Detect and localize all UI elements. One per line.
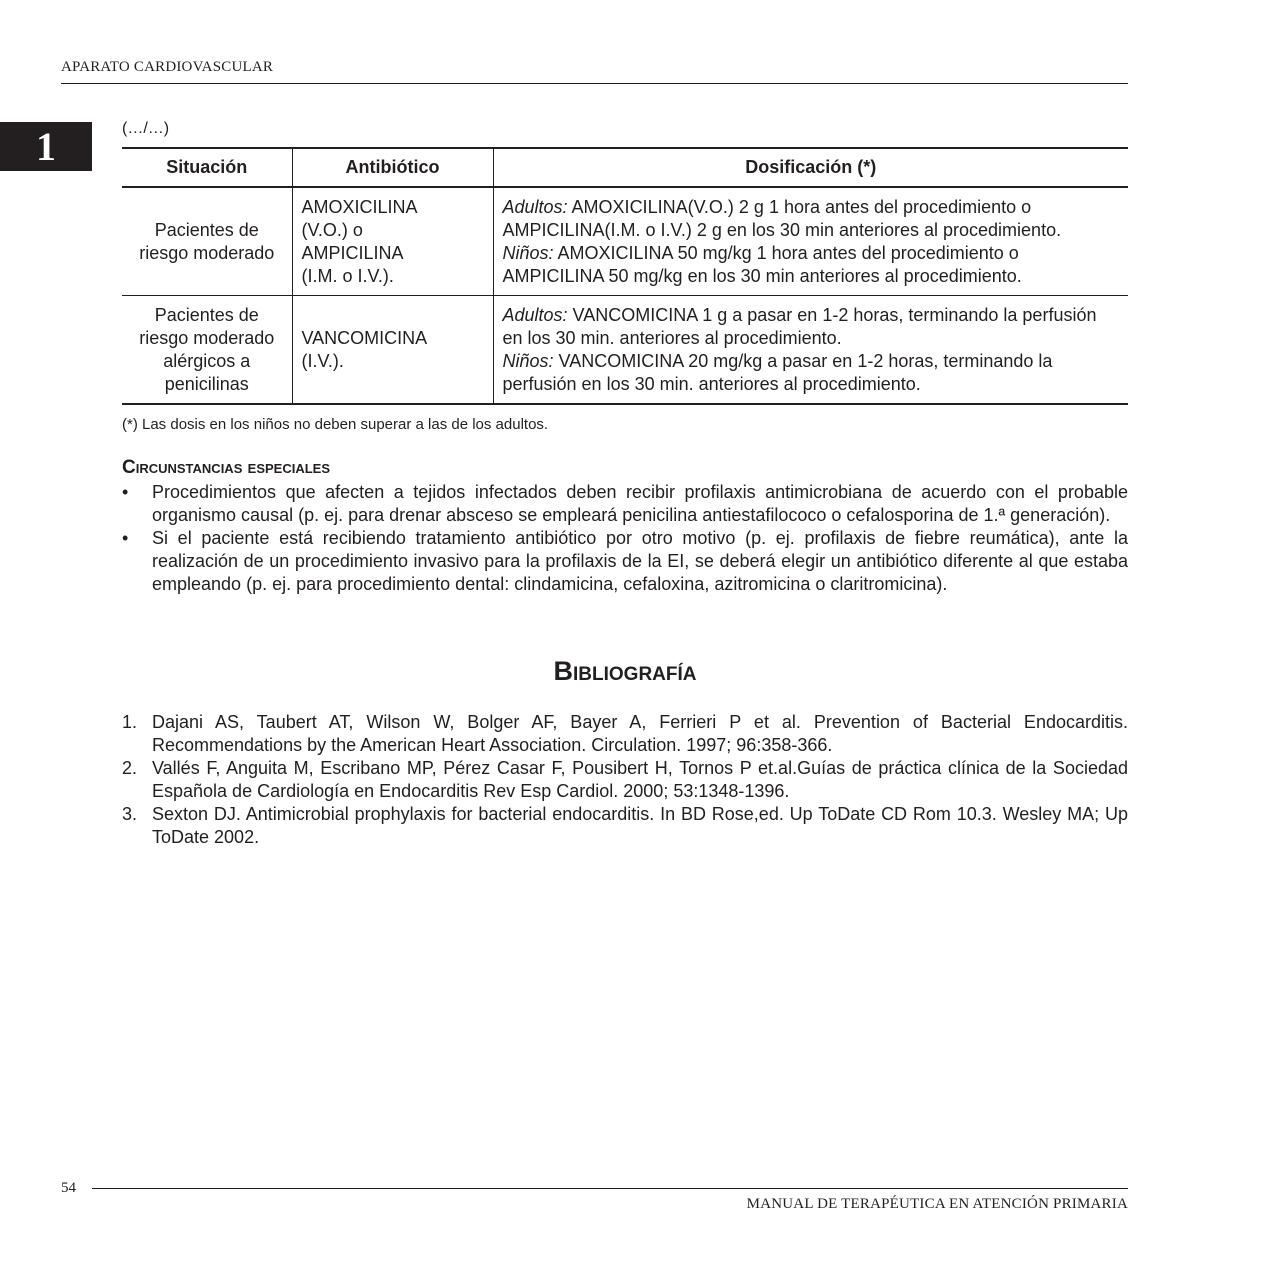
adult-dosage-text: VANCOMICINA 1 g a pasar en 1-2 horas, terminando la perfusión en los 30 min. anteriores al procedimiento. xyxy=(502,305,1097,348)
list-item xyxy=(122,527,1128,596)
reference-text: Vallés F, Anguita M, Escribano MP, Pérez Casar F, Pousibert H, Tornos P et.al.Guías de práctica clínica de la Sociedad Española de Cardiología en Endocarditis Rev Esp Cardiol. 2000; 53:1348-1396. xyxy=(152,758,1128,801)
adult-label: Adultos: xyxy=(502,197,568,217)
antibiotic-line: (V.O.) o xyxy=(301,220,363,240)
bullet-mark: • xyxy=(122,482,129,502)
situation-cell xyxy=(122,296,292,405)
child-dosage-text: VANCOMICINA 20 mg/kg a pasar en 1-2 horas, terminando la perfusión en los 30 min. anteriores al procedimiento. xyxy=(502,351,1053,394)
child-dosage xyxy=(503,350,1120,396)
dosing-table xyxy=(122,147,1128,405)
child-label: Niños: xyxy=(502,243,554,263)
antibiotic-line: AMPICILINA xyxy=(301,243,404,263)
reference-number: 2. xyxy=(122,758,138,778)
footer-rule xyxy=(92,1188,1128,1189)
bibliography-title: Bibliografía xyxy=(553,656,697,686)
child-dosage-text: AMOXICILINA 50 mg/kg 1 hora antes del procedimiento o AMPICILINA 50 mg/kg en los 30 min anteriores al procedimiento. xyxy=(502,243,1022,286)
table-row xyxy=(122,296,1128,405)
child-dosage xyxy=(503,242,1120,288)
reference-text: Sexton DJ. Antimicrobial prophylaxis for bacterial endocarditis. In BD Rose,ed. Up ToDate CD Rom 10.3. Wesley MA; Up ToDate 2002. xyxy=(152,804,1128,847)
reference-item xyxy=(122,803,1128,849)
bibliography-list xyxy=(122,711,1128,849)
adult-dosage-text: AMOXICILINA(V.O.) 2 g 1 hora antes del procedimiento o AMPICILINA(I.M. o I.V.) 2 g en los 30 min anteriores al procedimiento. xyxy=(502,197,1062,240)
adult-label: Adultos: xyxy=(502,305,568,325)
situation-line: Pacientes de xyxy=(154,220,259,240)
reference-text: Dajani AS, Taubert AT, Wilson W, Bolger AF, Bayer A, Ferrieri P et al. Prevention of Bacterial Endocarditis. Recommendations by the American Heart Association. Circulation. 1997; 96:358-366. xyxy=(152,712,1128,755)
continued-marker: (…/…) xyxy=(122,120,170,137)
adult-dosage xyxy=(503,196,1120,242)
running-header: APARATO CARDIOVASCULAR xyxy=(61,59,274,75)
dosage-cell xyxy=(493,296,1128,405)
dosage-cell xyxy=(493,187,1128,296)
situation-line: penicilinas xyxy=(164,374,249,394)
list-item xyxy=(122,481,1128,527)
chapter-tab: 1 xyxy=(0,122,92,171)
page-number: 54 xyxy=(61,1180,76,1196)
situation-line: Pacientes de xyxy=(154,305,259,325)
situation-line: riesgo moderado xyxy=(139,328,275,348)
antibiotic-line: (I.M. o I.V.). xyxy=(301,266,394,286)
antibiotic-line: (I.V.). xyxy=(301,351,344,371)
antibiotic-line: VANCOMICINA xyxy=(301,328,428,348)
antibiotic-cell xyxy=(292,187,493,296)
list-item-text: Procedimientos que afecten a tejidos infectados deben recibir profilaxis antimicrobiana de acuerdo con el probable organismo causal (p. ej. para drenar absceso se empleará penicilina antiestafilococo o cefalosporina de 1.ª generación). xyxy=(152,482,1128,525)
header-dosificacion: Dosificación (*) xyxy=(493,148,1128,187)
header-rule xyxy=(61,83,1128,84)
reference-item xyxy=(122,757,1128,803)
reference-number: 1. xyxy=(122,712,138,732)
table-footnote: (*) Las dosis en los niños no deben superar a las de los adultos. xyxy=(122,416,549,433)
situation-line: riesgo moderado xyxy=(139,243,275,263)
table-header-row xyxy=(122,148,1128,187)
header-antibiotico: Antibiótico xyxy=(292,148,493,187)
adult-dosage xyxy=(503,304,1120,350)
list-item-text: Si el paciente está recibiendo tratamiento antibiótico por otro motivo (p. ej. profilaxis de fiebre reumática), ante la realización de un procedimiento invasivo para la profilaxis de la EI, se deberá elegir un antibiótico diferente al que estaba empleando (p. ej. para procedimiento dental: clindamicina, cefaloxina, azitromicina o claritromicina). xyxy=(152,528,1128,594)
table-row xyxy=(122,187,1128,296)
reference-number: 3. xyxy=(122,804,138,824)
situation-cell xyxy=(122,187,292,296)
bullet-mark: • xyxy=(122,528,129,548)
child-label: Niños: xyxy=(502,351,554,371)
antibiotic-cell xyxy=(292,296,493,405)
special-circumstances-list xyxy=(122,481,1128,596)
running-footer: MANUAL DE TERAPÉUTICA EN ATENCIÓN PRIMARIA xyxy=(746,1196,1128,1212)
special-circumstances-title: Circunstancias especiales xyxy=(122,457,331,478)
antibiotic-line: AMOXICILINA xyxy=(301,197,418,217)
header-situacion: Situación xyxy=(122,148,292,187)
situation-line: alérgicos a xyxy=(163,351,251,371)
reference-item xyxy=(122,711,1128,757)
